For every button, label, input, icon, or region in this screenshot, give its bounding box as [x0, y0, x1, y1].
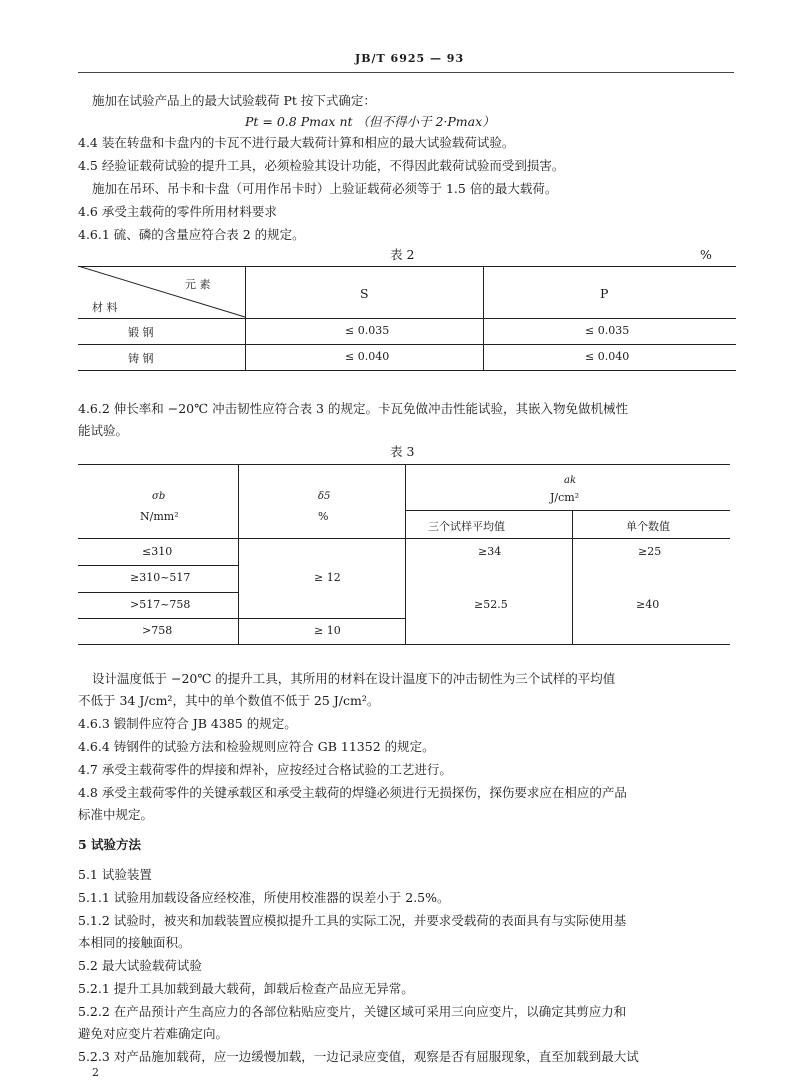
table-2-row-material: 铸 钢	[128, 352, 154, 365]
table-3-row-rule	[78, 618, 405, 619]
para-5-1-2: 5.1.2 试验时，被夹和加载装置应模拟提升工具的实际工况，并要求受载荷的表面具有与实际使用基	[78, 913, 627, 928]
para-5-2-2-cont: 避免对应变片若难确定向。	[78, 1026, 229, 1041]
para-5-2-2: 5.2.2 在产品预计产生高应力的各部位粘贴应变片，关键区域可采用三向应变片，以确定其剪应力和	[78, 1004, 627, 1019]
table-3-col-single: 单个数值	[626, 520, 670, 533]
table-3-row-sigma: ≤310	[142, 545, 173, 558]
table-3-vline-1	[238, 464, 239, 644]
table-3-col-sigma-unit: N/mm²	[140, 510, 179, 523]
table-3-row-sigma: >517~758	[130, 598, 191, 611]
table-3-row-avg: ≥34	[478, 545, 502, 558]
header-rule	[78, 72, 734, 73]
table-3-row-sigma: >758	[142, 624, 173, 637]
table-2-col-s: S	[360, 286, 369, 301]
table-3-top-rule	[78, 464, 730, 465]
table-3-row-delta: ≥ 10	[314, 624, 341, 637]
table-2-unit: %	[700, 247, 712, 262]
table-2-row-rule	[78, 344, 736, 345]
para-5-2: 5.2 最大试验载荷试验	[78, 958, 202, 973]
table-2-header-material: 材 料	[92, 301, 118, 314]
table-3-row-rule	[78, 592, 238, 593]
para-low-temp: 设计温度低于 −20℃ 的提升工具，其所用的材料在设计温度下的冲击韧性为三个试样的平均值	[92, 671, 616, 686]
para-4-6-4: 4.6.4 铸钢件的试验方法和检验规则应符合 GB 11352 的规定。	[78, 739, 435, 754]
para-4-8-cont: 标准中规定。	[78, 807, 154, 822]
table-3-bottom-rule	[78, 644, 730, 645]
para-4-7: 4.7 承受主载荷零件的焊接和焊补，应按经过合格试验的工艺进行。	[78, 762, 452, 777]
para-4-5: 4.5 经验证载荷试验的提升工具，必须检验其设计功能，不得因此载荷试验而受到损害。	[78, 158, 565, 173]
table-3-header-rule	[78, 538, 730, 539]
table-3-row-single: ≥25	[638, 545, 662, 558]
table-3-col-avg: 三个试样平均值	[428, 520, 505, 533]
para-4-5-cont: 施加在吊环、吊卡和卡盘（可用作吊卡时）上验证载荷必须等于 1.5 倍的最大载荷。	[92, 181, 558, 196]
table-2-row-p: ≤ 0.035	[585, 324, 630, 337]
table-2-col-p: P	[600, 286, 609, 301]
table-3-title: 表 3	[390, 444, 415, 459]
table-3-col-delta-symbol: δ5	[318, 491, 331, 502]
formula-line: Pt = 0.8 Pmax nt （但不得小于 2·Pmax）	[245, 114, 495, 129]
para-4-6-2-cont: 能试验。	[78, 423, 129, 438]
intro-line: 施加在试验产品上的最大试验载荷 Pt 按下式确定：	[92, 93, 376, 108]
para-low-temp-cont: 不低于 34 J/cm²，其中的单个数值不低于 25 J/cm²。	[78, 693, 380, 708]
table-2-row-s: ≤ 0.035	[345, 324, 390, 337]
para-5-1: 5.1 试验装置	[78, 867, 152, 882]
table-3-col-ak-unit: J/cm²	[550, 491, 580, 504]
para-5-2-3: 5.2.3 对产品施加载荷，应一边缓慢加载，一边记录应变值，观察是否有屈服现象，直至加载到最大试	[78, 1049, 639, 1064]
table-2-row-p: ≤ 0.040	[585, 350, 630, 363]
table-2-row-material: 锻 钢	[128, 326, 154, 339]
table-3-row-rule	[78, 565, 238, 566]
table-2-title: 表 2	[390, 247, 415, 262]
table-3-col-delta-unit: %	[318, 510, 329, 523]
table-2-header-rule	[78, 318, 736, 319]
para-4-4: 4.4 装在转盘和卡盘内的卡瓦不进行最大载荷计算和相应的最大试验载荷试验。	[78, 135, 515, 150]
para-5-1-2-cont: 本相同的接触面积。	[78, 935, 191, 950]
para-5-1-1: 5.1.1 试验用加载设备应经校准，所使用校准器的误差小于 2.5%。	[78, 890, 450, 905]
table-3-row-avg: ≥52.5	[474, 598, 508, 611]
table-3-vline-3	[572, 510, 573, 644]
table-3-vline-2	[405, 464, 406, 644]
para-4-6-2: 4.6.2 伸长率和 −20℃ 冲击韧性应符合表 3 的规定。卡瓦免做冲击性能试验，其嵌入物免做机械性	[78, 401, 628, 416]
para-4-8: 4.8 承受主载荷零件的关键承载区和承受主载荷的焊缝必须进行无损探伤，探伤要求应在相应的产品	[78, 785, 627, 800]
table-3-col-ak-symbol: ak	[564, 475, 577, 486]
table-3-subheader-rule	[405, 510, 730, 511]
page-number: 2	[92, 1066, 99, 1079]
table-2-bottom-rule	[78, 370, 736, 371]
table-2-header-element: 元 素	[185, 278, 211, 291]
para-4-6-1: 4.6.1 硫、磷的含量应符合表 2 的规定。	[78, 227, 305, 242]
para-4-6: 4.6 承受主载荷的零件所用材料要求	[78, 204, 277, 219]
table-3-row-sigma: ≥310~517	[130, 571, 191, 584]
table-3-col-sigma-symbol: σb	[152, 491, 166, 502]
doc-code-header: JB/T 6925 — 93	[355, 52, 465, 65]
table-2-row-s: ≤ 0.040	[345, 350, 390, 363]
para-4-6-3: 4.6.3 锻制件应符合 JB 4385 的规定。	[78, 716, 297, 731]
table-3-row-delta: ≥ 12	[314, 571, 341, 584]
para-5-2-1: 5.2.1 提升工具加载到最大载荷，卸载后检查产品应无异常。	[78, 981, 414, 996]
section-5-title: 5 试验方法	[78, 837, 142, 852]
table-3-row-single: ≥40	[636, 598, 660, 611]
